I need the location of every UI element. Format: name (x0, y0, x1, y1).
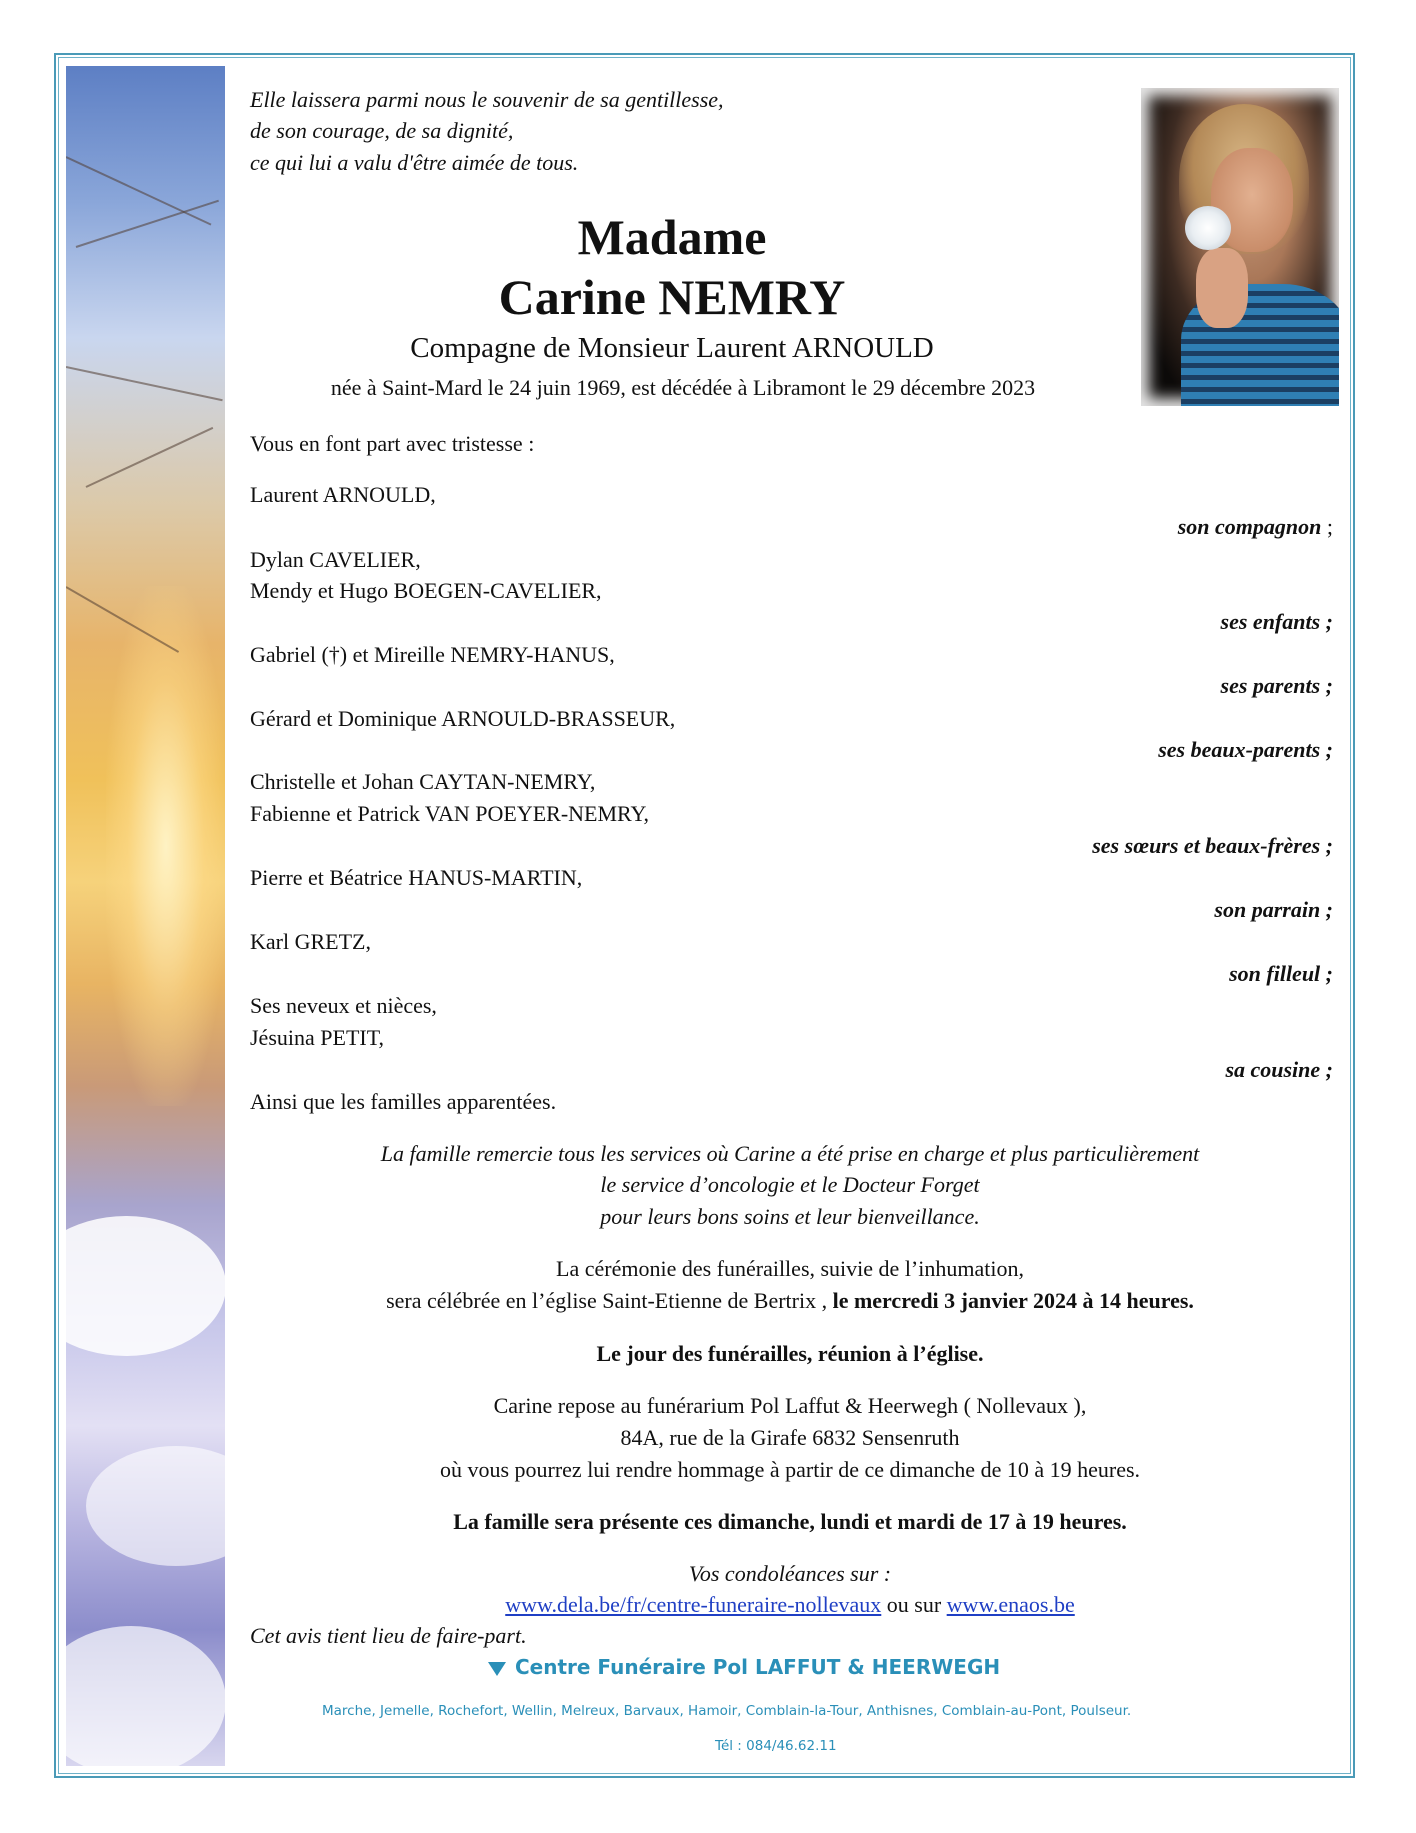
family-presence: La famille sera présente ces dimanche, lundi et mardi de 17 à 19 heures. (453, 1509, 1127, 1534)
thanks-line: le service d’oncologie et le Docteur Forget (600, 1172, 980, 1197)
enaos-link[interactable]: www.enaos.be (946, 1592, 1075, 1617)
family-name: Dylan CAVELIER, (250, 547, 421, 572)
funerarium-address: 84A, rue de la Girafe 6832 Sensenruth (620, 1425, 960, 1450)
ceremony-date: le mercredi 3 janvier 2024 à 14 heures. (832, 1288, 1194, 1313)
deceased-name: Carine NEMRY (498, 269, 846, 325)
photo-hand (1196, 248, 1248, 328)
funeral-center-locations: Marche, Jemelle, Rochefort, Wellin, Melreux, Barvaux, Hamoir, Comblain-la-Tour, Anthisnes, Comblain-au-Pont, Poulseur. (322, 1703, 1132, 1719)
birth-death-dates: née à Saint-Mard le 24 juin 1969, est décédée à Libramont le 29 décembre 2023 (330, 375, 1036, 400)
ceremony-location: sera célébrée en l’église Saint-Etienne de Bertrix , (386, 1288, 833, 1313)
snow-mound (86, 1446, 225, 1566)
family-relation: ses sœurs et beaux-frères ; (1092, 833, 1333, 858)
meeting-note: Le jour des funérailles, réunion à l’église. (596, 1341, 984, 1366)
funerarium-line: Carine repose au funérarium Pol Laffut & Heerwegh ( Nollevaux ), (493, 1393, 1087, 1418)
funeral-center-name: Centre Funéraire Pol LAFFUT & HEERWEGH (515, 1655, 1001, 1679)
condolences-title: Vos condoléances sur : (688, 1561, 892, 1586)
companion-line: Compagne de Monsieur Laurent ARNOULD (410, 332, 934, 364)
family-relation: son parrain ; (1214, 897, 1333, 922)
family-name: Laurent ARNOULD, (250, 482, 436, 507)
thanks-line: La famille remercie tous les services où Carine a été prise en charge et plus particulièrement (380, 1141, 1200, 1166)
ceremony-line (230, 1288, 1350, 1314)
family-name: Christelle et Johan CAYTAN-NEMRY, (250, 769, 596, 794)
family-name: Mendy et Hugo BOEGEN-CAVELIER, (250, 578, 602, 603)
branch (66, 156, 211, 225)
epitaph-line: ce qui lui a valu d'être aimée de tous. (250, 150, 579, 175)
family-name: Pierre et Béatrice HANUS-MARTIN, (250, 865, 583, 890)
relation-text: son compagnon (1177, 514, 1322, 539)
thanks-line: pour leurs bons soins et leur bienveillance. (600, 1204, 980, 1229)
family-name: Gérard et Dominique ARNOULD-BRASSEUR, (250, 706, 676, 731)
dela-link[interactable]: www.dela.be/fr/centre-funeraire-nollevaux (505, 1592, 882, 1617)
photo-shell (1185, 206, 1231, 250)
family-name: Karl GRETZ, (250, 929, 371, 954)
snow-mound (66, 1216, 225, 1356)
winter-sunset-side-image (66, 66, 225, 1766)
closing-text: Ainsi que les familles apparentées. (250, 1089, 557, 1114)
relation-suffix: ; (1321, 514, 1333, 539)
family-relation: ses enfants ; (1220, 609, 1333, 634)
family-relation: son filleul ; (1229, 961, 1333, 986)
branch (86, 427, 214, 488)
condolences-links (230, 1592, 1350, 1618)
branch (66, 366, 223, 401)
notice-text: Cet avis tient lieu de faire-part. (250, 1623, 527, 1648)
family-relation: sa cousine ; (1225, 1057, 1333, 1082)
ceremony-line: La cérémonie des funérailles, suivie de l’inhumation, (556, 1256, 1024, 1281)
snow-mound (66, 1626, 225, 1766)
family-name: Ses neveux et nièces, (250, 993, 437, 1018)
family-name: Fabienne et Patrick VAN POEYER-NEMRY, (250, 801, 650, 826)
funeral-center-phone: Tél : 084/46.62.11 (715, 1738, 837, 1754)
honorific: Madame (577, 209, 767, 265)
triangle-down-icon (488, 1662, 506, 1676)
family-relation: ses parents ; (1220, 673, 1333, 698)
family-name: Jésuina PETIT, (250, 1025, 385, 1050)
intro-text: Vous en font part avec tristesse : (250, 431, 535, 456)
family-relation: ses beaux-parents ; (1158, 737, 1333, 762)
epitaph-line: Elle laissera parmi nous le souvenir de sa gentillesse, (250, 87, 724, 112)
family-relation (1178, 514, 1333, 540)
epitaph-line: de son courage, de sa dignité, (250, 118, 514, 143)
branch (76, 200, 219, 248)
portrait-photo (1141, 88, 1339, 406)
family-name: Gabriel (†) et Mireille NEMRY-HANUS, (250, 642, 615, 667)
link-separator: ou sur (881, 1592, 947, 1617)
visiting-hours: où vous pourrez lui rendre hommage à partir de ce dimanche de 10 à 19 heures. (439, 1457, 1141, 1482)
sun-glow (106, 586, 225, 1106)
